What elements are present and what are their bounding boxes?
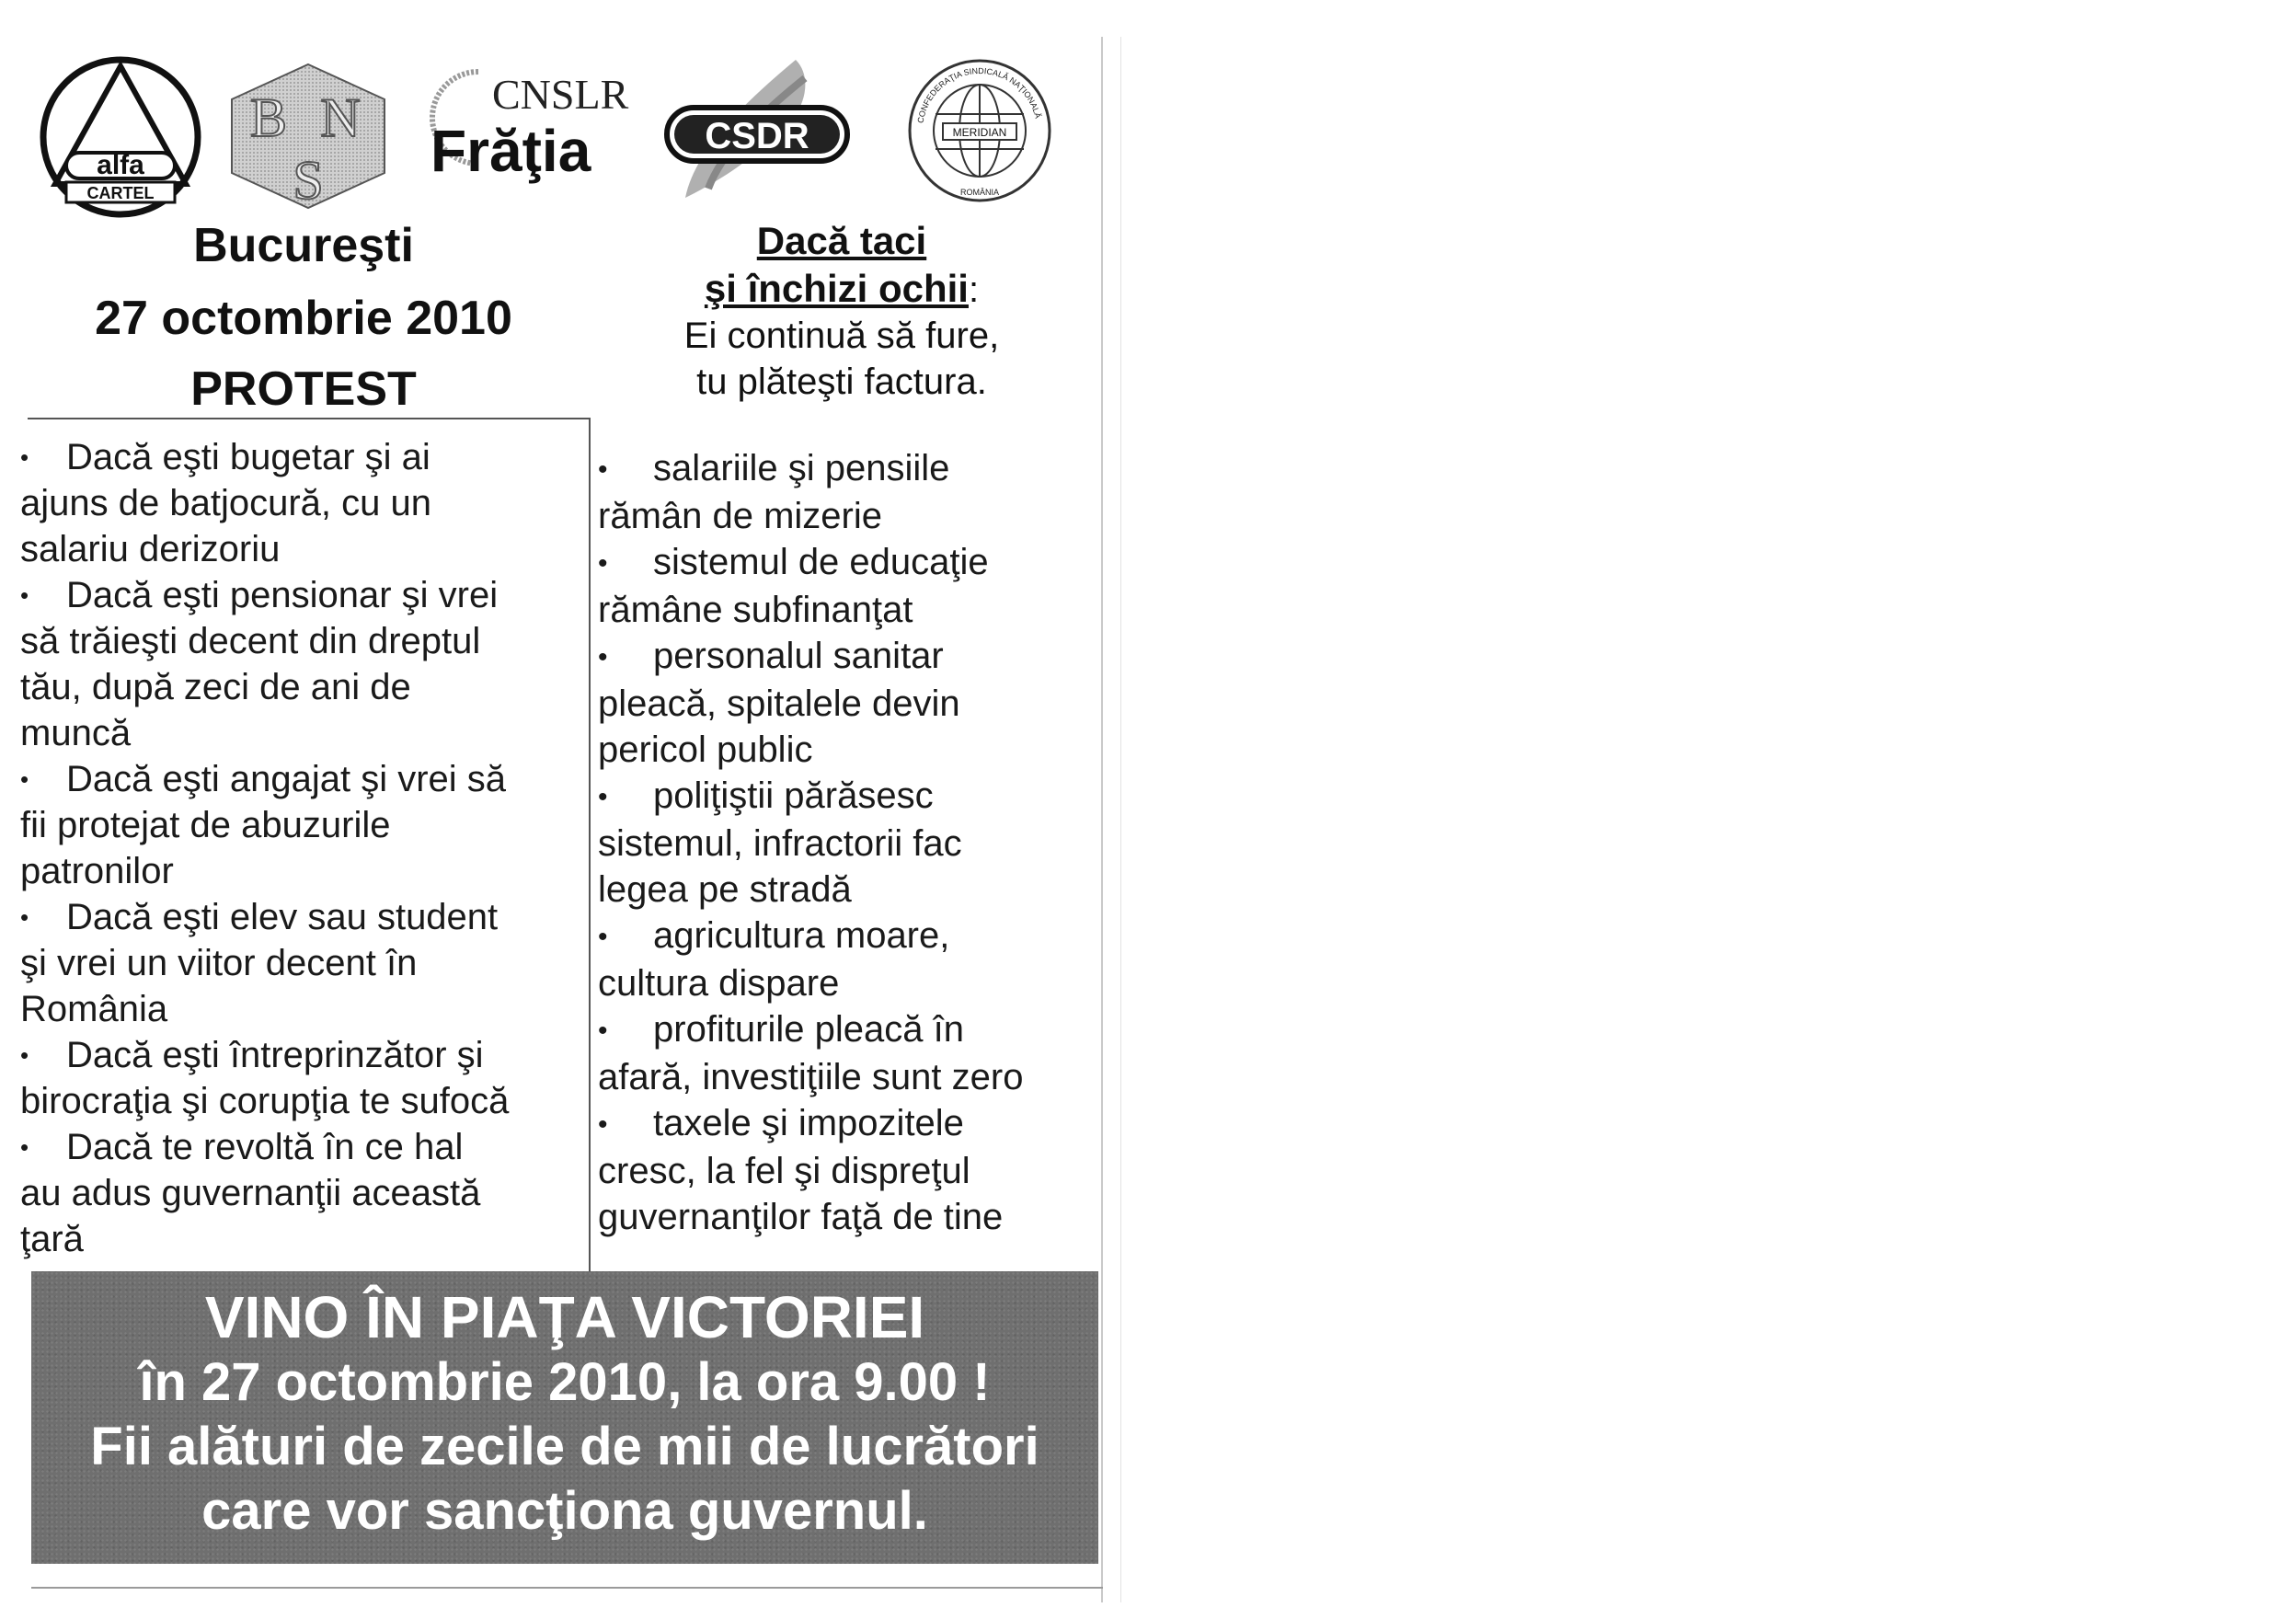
list-item [20,434,580,572]
list-item [598,539,1095,633]
page-edge [1101,37,1103,1602]
right-column-list [598,445,1095,1240]
fratia-text: Frăţia [430,118,591,184]
bullet-icon: • [20,903,29,931]
list-item [598,1100,1095,1240]
bullet-icon: • [20,443,29,471]
bullet-icon: • [598,642,608,672]
meridian-ring-bottom-text: ROMÂNIA [959,188,1000,197]
left-column-list [20,434,580,1262]
list-item-line: pericol public [598,729,813,770]
csdr-text: CSDR [705,116,809,156]
csdr-logo [658,51,855,202]
list-item-line: au adus guvernanţii această [20,1173,481,1213]
bullet-icon: • [598,922,608,952]
list-item-line: ajuns de batjocură, cu un [20,483,431,523]
list-item-line: cultura dispare [598,963,840,1004]
list-item [598,1006,1095,1100]
list-item [598,773,1095,913]
event-city: Bucureşti [193,219,414,272]
list-item-line: pleacă, spitalele devin [598,683,960,724]
list-item-line: Dacă te revoltă în ce hal [66,1127,464,1167]
banner-line-1: VINO ÎN PIAŢA VICTORIEI [204,1284,925,1350]
list-item-line: Dacă eşti pensionar şi vrei [66,575,499,615]
cnslr-text: CNSLR [492,71,629,118]
list-item-line: personalul sanitar [653,636,944,676]
banner-line-3: Fii alături de zecile de mii de lucrători [90,1417,1039,1476]
meridian-text: MERIDIAN [952,126,1007,139]
list-item-line: birocraţia şi corupţia te sufocă [20,1081,510,1121]
event-date: 27 octombrie 2010 [95,292,512,345]
bns-letter-n: N [320,87,361,148]
list-item-line: profiturile pleacă în [653,1009,964,1050]
slogan-line-2: şi închizi ochii [704,267,969,310]
bullet-icon: • [20,1041,29,1069]
list-item-line: sistemul, infractorii fac [598,823,962,864]
list-item-line: Dacă eşti angajat şi vrei să [66,759,507,799]
list-item-line: să trăieşti decent din dreptul [20,621,481,661]
list-item [20,756,580,894]
event-heading [37,210,570,423]
list-item-line: Dacă eşti elev sau student [66,897,499,937]
bns-letter-s: S [293,150,324,211]
list-item [598,913,1095,1006]
bottom-rule [31,1587,1103,1589]
bullet-icon: • [598,454,608,485]
list-item-line: legea pe stradă [598,869,852,910]
list-item-line: muncă [20,713,132,753]
meridian-ring-text: CONFEDERAŢIA SINDICALĂ NAŢIONALĂ [915,65,1043,124]
bullet-icon: • [598,782,608,812]
slogan-line-1: Dacă taci [756,219,927,262]
alfa-logo-subtext: CARTEL [86,184,155,202]
list-item-line: afară, investiţiile sunt zero [598,1057,1024,1097]
banner-line-4: care vor sancţiona guvernul. [201,1481,928,1541]
list-item-line: ţară [20,1219,84,1259]
list-item [598,633,1095,773]
list-item [20,894,580,1032]
alfa-logo-text: alfa [97,150,144,180]
list-item-line: Dacă eşti întreprinzător şi [66,1035,484,1075]
list-item-line: România [20,989,168,1029]
slogan-block [635,217,1049,405]
list-item-line: salariu derizoriu [20,529,281,569]
alfa-cartel-logo [37,53,204,221]
list-item-line: sistemul de educaţie [653,542,989,582]
bullet-icon: • [598,548,608,579]
list-item-line: poliţiştii părăsesc [653,775,934,816]
page-edge-shadow [1120,37,1121,1602]
list-item [20,1124,580,1262]
list-item-line: guvernanţilor faţă de tine [598,1197,1004,1237]
event-label: PROTEST [190,362,417,416]
bullet-icon: • [20,1133,29,1161]
list-item-line: rămân de mizerie [598,496,883,536]
bullet-icon: • [20,581,29,609]
bns-letter-b: B [249,87,288,148]
list-item-line: salariile şi pensiile [653,448,950,488]
slogan-line-3: Ei continuă să fure, [683,316,1000,356]
list-item [598,445,1095,539]
call-to-action-banner [31,1271,1098,1564]
list-item-line: Dacă eşti bugetar şi ai [66,437,430,477]
banner-line-2: în 27 octombrie 2010, la ora 9.00 ! [139,1352,991,1412]
meridian-logo [906,57,1053,204]
list-item-line: taxele şi impozitele [653,1103,964,1143]
slogan-line-2-colon: : [968,270,980,310]
list-item-line: fii protejat de abuzurile [20,805,391,845]
list-item-line: rămâne subfinanţat [598,590,913,630]
list-item-line: şi vrei un viitor decent în [20,943,418,983]
list-item-line: cresc, la fel şi dispreţul [598,1151,970,1191]
bullet-icon: • [598,1109,608,1140]
cnslr-fratia-logo [423,53,644,191]
bullet-icon: • [20,765,29,793]
list-item-line: agricultura moare, [653,915,950,956]
bns-logo [230,63,386,210]
list-item-line: tău, după zeci de ani de [20,667,411,707]
list-item-line: patronilor [20,851,174,891]
list-item [20,572,580,756]
bullet-icon: • [598,1016,608,1046]
slogan-line-4: tu plăteşti factura. [696,362,987,402]
list-item [20,1032,580,1124]
